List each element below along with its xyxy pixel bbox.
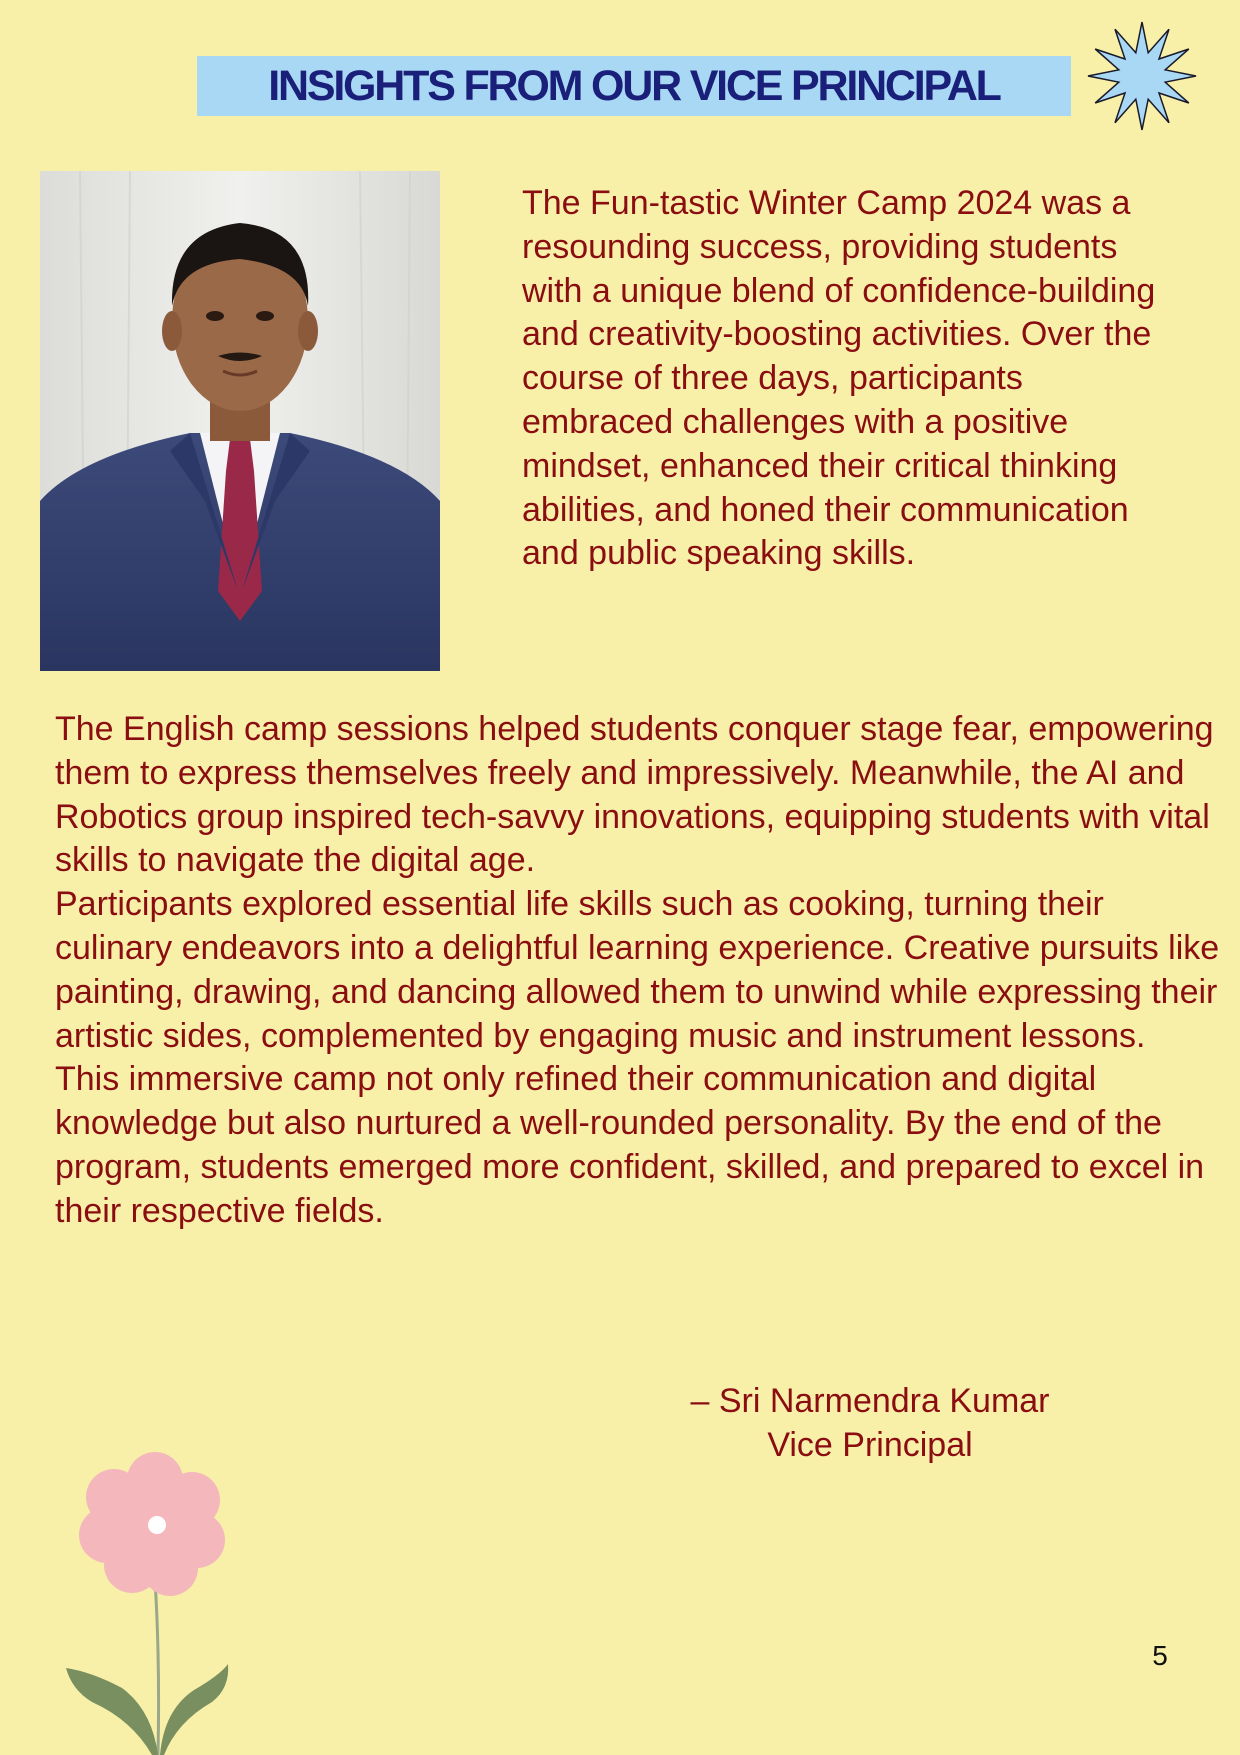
signature bbox=[640, 1379, 1100, 1467]
body-text bbox=[55, 708, 1220, 1234]
page-number: 5 bbox=[1152, 1640, 1168, 1671]
intro-paragraph: The Fun-tastic Winter Camp 2024 was a resounding success, providing students with a unique blend of confidence-building and creativity-boosting activities. Over the course of three days, participants embraced challenges with a positive mindset, enhanced their critical thinking abilities, and honed their communication and public speaking skills. bbox=[522, 184, 1156, 573]
body-paragraph: The English camp sessions helped students conquer stage fear, empowering them to express themselves freely and impressively. Meanwhile, the AI and Robotics group inspired tech-savvy innovations, equipping students with vital skills to navigate the digital age. bbox=[55, 710, 1214, 880]
star-burst-icon bbox=[1086, 18, 1198, 134]
body-paragraph: This immersive camp not only refined their communication and digital knowledge but also nurtured a well-rounded personality. By the end of the program, students emerged more confident, skilled, and prepared to excel in their respective fields. bbox=[55, 1060, 1205, 1230]
body-paragraph: Participants explored essential life skills such as cooking, turning their culinary endeavors into a delightful learning experience. Creative pursuits like painting, drawing, and dancing allowed them to unwind while expressing their artistic sides, complemented by engaging music and instrument lessons. bbox=[55, 885, 1220, 1055]
vice-principal-photo bbox=[40, 171, 440, 671]
title-banner bbox=[197, 56, 1071, 116]
flower-icon bbox=[62, 1440, 242, 1755]
signature-designation: Vice Principal bbox=[767, 1426, 973, 1464]
signature-name: – Sri Narmendra Kumar bbox=[690, 1382, 1050, 1420]
page-title: INSIGHTS FROM OUR VICE PRINCIPAL bbox=[268, 61, 1000, 110]
